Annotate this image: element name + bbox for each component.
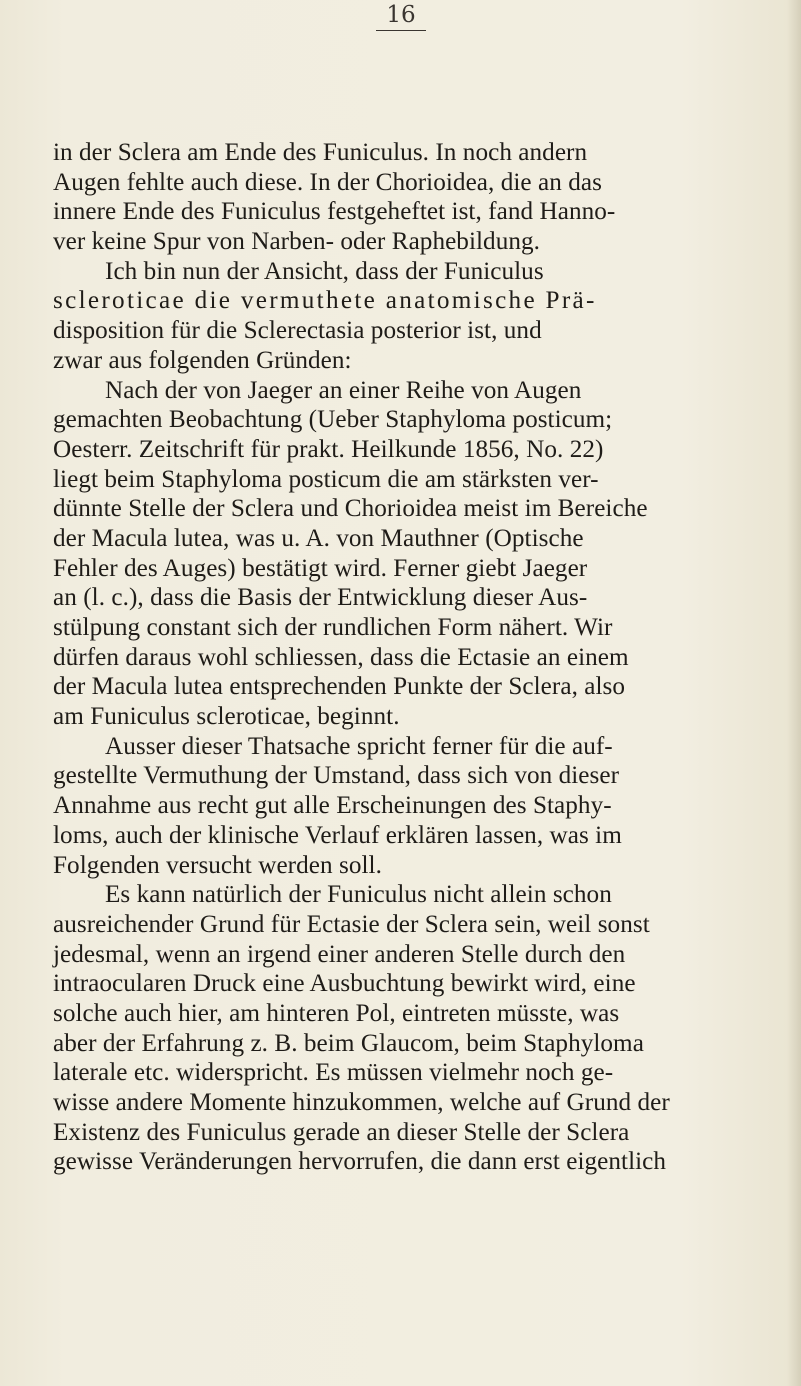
text-line: loms, auch der klinische Verlauf erklären lassen, was im bbox=[53, 821, 622, 849]
text-line: an (l. c.), dass die Basis der Entwicklung dieser Aus- bbox=[53, 584, 588, 612]
text-line: ausreichender Grund für Ectasie der Sclera sein, weil sonst bbox=[53, 910, 650, 938]
text-line: intraocularen Druck eine Ausbuchtung bewirkt wird, eine bbox=[53, 970, 636, 998]
text-line-paragraph-start: Ich bin nun der Ansicht, dass der Funiculus bbox=[105, 257, 544, 285]
text-line: Folgenden versucht werden soll. bbox=[53, 851, 382, 879]
text-line: in der Sclera am Ende des Funiculus. In noch andern bbox=[53, 139, 588, 166]
text-line: aber der Erfahrung z. B. beim Glaucom, beim Staphyloma bbox=[53, 1029, 644, 1057]
text-line: Augen fehlte auch diese. In der Chorioidea, die an das bbox=[53, 168, 602, 196]
text-line: Annahme aus recht gut alle Erscheinungen des Staphy- bbox=[53, 792, 612, 820]
text-line: liegt beim Staphyloma posticum die am stärksten ver- bbox=[53, 465, 599, 493]
text-line: ver keine Spur von Narben- oder Raphebildung. bbox=[53, 228, 540, 256]
text-line: wisse andere Momente hinzukommen, welche auf Grund der bbox=[53, 1089, 670, 1116]
page-edge-shadow bbox=[787, 0, 801, 1386]
text-line: solche auch hier, am hinteren Pol, eintreten müsste, was bbox=[53, 999, 620, 1027]
text-line: dürfen daraus wohl schliessen, dass die Ectasie an einem bbox=[53, 643, 629, 671]
text-line: Existenz des Funiculus gerade an dieser Stelle der Sclera bbox=[53, 1118, 630, 1146]
text-line-paragraph-start: Nach der von Jaeger an einer Reihe von Augen bbox=[105, 376, 582, 404]
text-line: dünnte Stelle der Sclera und Chorioidea meist im Bereiche bbox=[53, 495, 648, 523]
text-line: Fehler des Auges) bestätigt wird. Ferner giebt Jaeger bbox=[53, 554, 588, 582]
text-line: stülpung constant sich der rundlichen Form nähert. Wir bbox=[53, 614, 613, 641]
text-line: Oesterr. Zeitschrift für prakt. Heilkunde 1856, No. 22) bbox=[53, 435, 604, 463]
text-line-paragraph-start: Es kann natürlich der Funiculus nicht allein schon bbox=[105, 881, 612, 909]
text-line-paragraph-start: Ausser dieser Thatsache spricht ferner für die auf- bbox=[105, 732, 613, 760]
text-line: am Funiculus scleroticae, beginnt. bbox=[53, 703, 400, 731]
text-line: der Macula lutea entsprechenden Punkte der Sclera, also bbox=[53, 673, 626, 701]
text-line: gemachten Beobachtung (Ueber Staphyloma posticum; bbox=[53, 406, 613, 434]
text-line: scleroticae die vermuthete anatomische Prä- bbox=[53, 287, 597, 315]
text-line: jedesmal, wenn an irgend einer anderen Stelle durch den bbox=[53, 940, 626, 968]
text-line: laterale etc. widerspricht. Es müssen vielmehr noch ge- bbox=[53, 1059, 614, 1087]
page-number: 16 bbox=[376, 0, 426, 31]
text-line: der Macula lutea, was u. A. von Mauthner (Optische bbox=[53, 524, 584, 552]
text-line: disposition für die Sclerectasia posterior ist, und bbox=[53, 317, 542, 345]
text-line: gewisse Veränderungen hervorrufen, die dann erst eigentlich bbox=[53, 1148, 667, 1176]
body-text bbox=[53, 138, 765, 1177]
text-line: innere Ende des Funiculus festgeheftet ist, fand Hanno- bbox=[53, 198, 616, 226]
text-line: zwar aus folgenden Gründen: bbox=[53, 346, 352, 374]
text-line: gestellte Vermuthung der Umstand, dass sich von dieser bbox=[53, 762, 620, 790]
